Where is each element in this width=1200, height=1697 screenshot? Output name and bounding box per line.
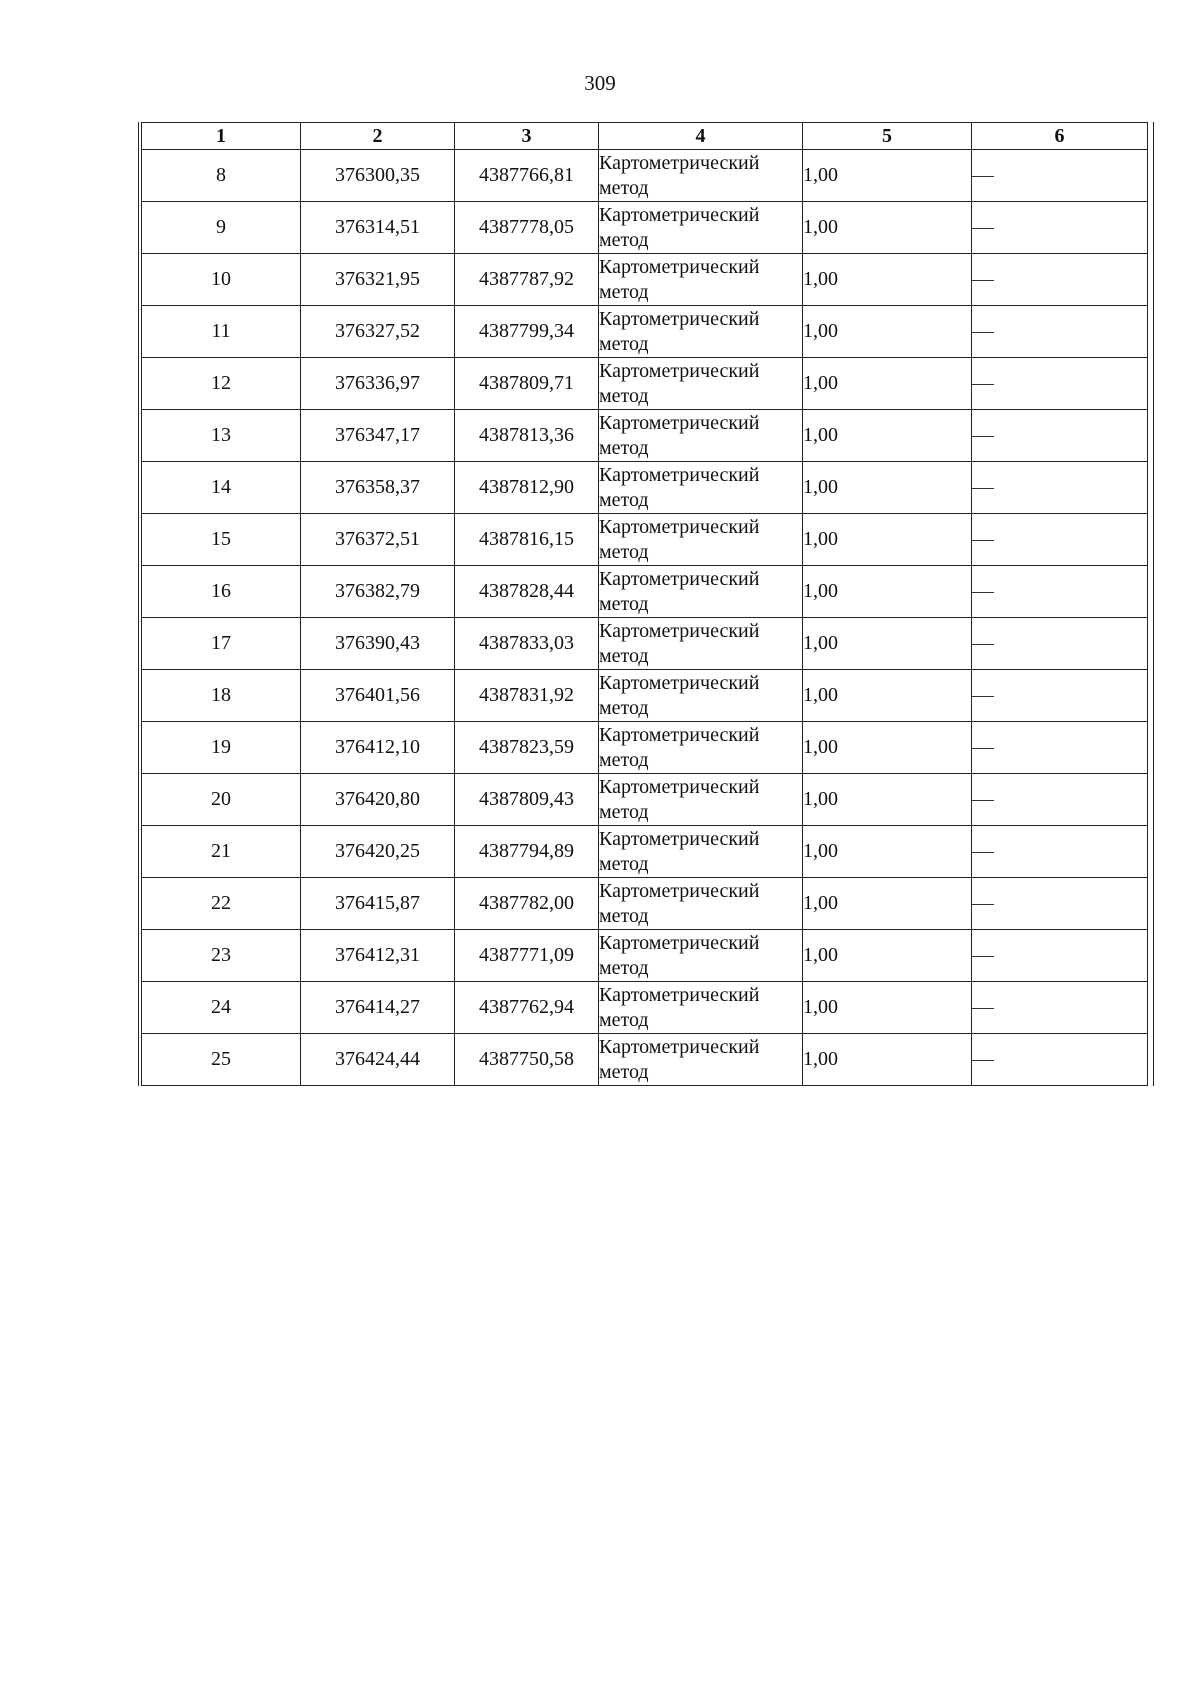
description-cell xyxy=(972,202,1148,254)
description-cell xyxy=(972,358,1148,410)
table-row xyxy=(142,150,1148,202)
table-row xyxy=(142,254,1148,306)
coordinate-x-cell: 376358,37 xyxy=(301,462,455,514)
method-line-2: метод xyxy=(599,228,649,251)
coordinate-y-cell: 4387750,58 xyxy=(455,1034,599,1086)
method-cell xyxy=(599,566,803,618)
method-line-2: метод xyxy=(599,384,649,407)
dash-mark xyxy=(972,644,994,645)
point-number-cell: 9 xyxy=(142,202,301,254)
table-row xyxy=(142,722,1148,774)
method-cell xyxy=(599,306,803,358)
accuracy-cell: 1,00 xyxy=(803,150,972,202)
method-cell xyxy=(599,254,803,306)
point-number-cell: 22 xyxy=(142,878,301,930)
coordinate-y-cell: 4387809,43 xyxy=(455,774,599,826)
point-number-cell: 19 xyxy=(142,722,301,774)
coordinate-y-cell: 4387799,34 xyxy=(455,306,599,358)
dash-mark xyxy=(972,956,994,957)
description-cell xyxy=(972,150,1148,202)
dash-mark xyxy=(972,904,994,905)
coordinate-y-cell: 4387816,15 xyxy=(455,514,599,566)
table-row xyxy=(142,930,1148,982)
table-row xyxy=(142,826,1148,878)
method-line-1: Картометрический xyxy=(599,255,760,278)
table-row xyxy=(142,878,1148,930)
dash-mark xyxy=(972,228,994,229)
method-line-1: Картометрический xyxy=(599,983,760,1006)
table-row xyxy=(142,306,1148,358)
point-number-cell: 17 xyxy=(142,618,301,670)
column-header-2: 2 xyxy=(301,123,455,150)
table-row xyxy=(142,566,1148,618)
table-row xyxy=(142,1034,1148,1086)
coordinate-x-cell: 376382,79 xyxy=(301,566,455,618)
accuracy-cell: 1,00 xyxy=(803,930,972,982)
method-line-2: метод xyxy=(599,852,649,875)
point-number-cell: 15 xyxy=(142,514,301,566)
coordinate-y-cell: 4387812,90 xyxy=(455,462,599,514)
method-line-2: метод xyxy=(599,748,649,771)
method-cell xyxy=(599,670,803,722)
dash-mark xyxy=(972,696,994,697)
coordinates-table-wrapper xyxy=(138,122,1154,1086)
accuracy-cell: 1,00 xyxy=(803,774,972,826)
description-cell xyxy=(972,306,1148,358)
method-line-2: метод xyxy=(599,540,649,563)
method-line-1: Картометрический xyxy=(599,411,760,434)
description-cell xyxy=(972,722,1148,774)
method-line-2: метод xyxy=(599,800,649,823)
coordinate-y-cell: 4387823,59 xyxy=(455,722,599,774)
method-line-2: метод xyxy=(599,332,649,355)
method-cell xyxy=(599,202,803,254)
method-line-2: метод xyxy=(599,696,649,719)
dash-mark xyxy=(972,176,994,177)
accuracy-cell: 1,00 xyxy=(803,202,972,254)
coordinate-y-cell: 4387833,03 xyxy=(455,618,599,670)
coordinate-y-cell: 4387787,92 xyxy=(455,254,599,306)
method-line-2: метод xyxy=(599,280,649,303)
description-cell xyxy=(972,982,1148,1034)
coordinate-y-cell: 4387771,09 xyxy=(455,930,599,982)
method-cell xyxy=(599,514,803,566)
method-line-1: Картометрический xyxy=(599,307,760,330)
point-number-cell: 24 xyxy=(142,982,301,1034)
description-cell xyxy=(972,878,1148,930)
point-number-cell: 18 xyxy=(142,670,301,722)
method-line-2: метод xyxy=(599,436,649,459)
accuracy-cell: 1,00 xyxy=(803,306,972,358)
method-line-2: метод xyxy=(599,644,649,667)
coordinate-x-cell: 376412,31 xyxy=(301,930,455,982)
dash-mark xyxy=(972,1008,994,1009)
method-line-1: Картометрический xyxy=(599,359,760,382)
table-row xyxy=(142,670,1148,722)
method-cell xyxy=(599,930,803,982)
description-cell xyxy=(972,1034,1148,1086)
method-line-1: Картометрический xyxy=(599,151,760,174)
coordinate-y-cell: 4387794,89 xyxy=(455,826,599,878)
table-row xyxy=(142,514,1148,566)
table-row xyxy=(142,410,1148,462)
table-body xyxy=(142,150,1148,1086)
method-line-1: Картометрический xyxy=(599,1035,760,1058)
method-line-1: Картометрический xyxy=(599,827,760,850)
coordinate-x-cell: 376415,87 xyxy=(301,878,455,930)
coordinate-x-cell: 376420,25 xyxy=(301,826,455,878)
dash-mark xyxy=(972,1060,994,1061)
column-header-1: 1 xyxy=(142,123,301,150)
coordinate-x-cell: 376372,51 xyxy=(301,514,455,566)
method-cell xyxy=(599,358,803,410)
column-header-6: 6 xyxy=(972,123,1148,150)
description-cell xyxy=(972,826,1148,878)
method-cell xyxy=(599,722,803,774)
description-cell xyxy=(972,462,1148,514)
point-number-cell: 13 xyxy=(142,410,301,462)
coordinate-y-cell: 4387762,94 xyxy=(455,982,599,1034)
coordinate-x-cell: 376347,17 xyxy=(301,410,455,462)
method-line-2: метод xyxy=(599,176,649,199)
coordinate-x-cell: 376401,56 xyxy=(301,670,455,722)
coordinate-y-cell: 4387766,81 xyxy=(455,150,599,202)
method-line-1: Картометрический xyxy=(599,515,760,538)
table-header-row xyxy=(142,123,1148,150)
dash-mark xyxy=(972,852,994,853)
coordinate-y-cell: 4387782,00 xyxy=(455,878,599,930)
dash-mark xyxy=(972,436,994,437)
point-number-cell: 14 xyxy=(142,462,301,514)
method-line-1: Картометрический xyxy=(599,671,760,694)
method-line-1: Картометрический xyxy=(599,931,760,954)
accuracy-cell: 1,00 xyxy=(803,1034,972,1086)
coordinate-x-cell: 376414,27 xyxy=(301,982,455,1034)
accuracy-cell: 1,00 xyxy=(803,878,972,930)
coordinate-x-cell: 376412,10 xyxy=(301,722,455,774)
description-cell xyxy=(972,410,1148,462)
point-number-cell: 23 xyxy=(142,930,301,982)
method-line-2: метод xyxy=(599,592,649,615)
method-line-1: Картометрический xyxy=(599,203,760,226)
method-line-1: Картометрический xyxy=(599,879,760,902)
description-cell xyxy=(972,930,1148,982)
table-row xyxy=(142,774,1148,826)
accuracy-cell: 1,00 xyxy=(803,826,972,878)
coordinate-x-cell: 376314,51 xyxy=(301,202,455,254)
method-cell xyxy=(599,618,803,670)
accuracy-cell: 1,00 xyxy=(803,618,972,670)
method-cell xyxy=(599,826,803,878)
coordinate-y-cell: 4387828,44 xyxy=(455,566,599,618)
method-cell xyxy=(599,150,803,202)
table-row xyxy=(142,202,1148,254)
method-line-1: Картометрический xyxy=(599,723,760,746)
dash-mark xyxy=(972,592,994,593)
page-number: 309 xyxy=(584,71,616,95)
method-cell xyxy=(599,462,803,514)
dash-mark xyxy=(972,280,994,281)
description-cell xyxy=(972,566,1148,618)
coordinate-x-cell: 376420,80 xyxy=(301,774,455,826)
method-line-2: метод xyxy=(599,1060,649,1083)
table-row xyxy=(142,982,1148,1034)
method-line-1: Картометрический xyxy=(599,463,760,486)
accuracy-cell: 1,00 xyxy=(803,670,972,722)
point-number-cell: 10 xyxy=(142,254,301,306)
coordinate-y-cell: 4387831,92 xyxy=(455,670,599,722)
table-row xyxy=(142,358,1148,410)
point-number-cell: 21 xyxy=(142,826,301,878)
coordinate-x-cell: 376321,95 xyxy=(301,254,455,306)
method-line-2: метод xyxy=(599,904,649,927)
point-number-cell: 25 xyxy=(142,1034,301,1086)
method-cell xyxy=(599,774,803,826)
point-number-cell: 20 xyxy=(142,774,301,826)
coordinate-x-cell: 376300,35 xyxy=(301,150,455,202)
method-cell xyxy=(599,982,803,1034)
method-line-2: метод xyxy=(599,1008,649,1031)
dash-mark xyxy=(972,384,994,385)
description-cell xyxy=(972,514,1148,566)
accuracy-cell: 1,00 xyxy=(803,462,972,514)
column-header-5: 5 xyxy=(803,123,972,150)
dash-mark xyxy=(972,488,994,489)
coordinate-y-cell: 4387778,05 xyxy=(455,202,599,254)
method-cell xyxy=(599,878,803,930)
accuracy-cell: 1,00 xyxy=(803,254,972,306)
method-line-1: Картометрический xyxy=(599,775,760,798)
method-line-2: метод xyxy=(599,488,649,511)
dash-mark xyxy=(972,748,994,749)
point-number-cell: 16 xyxy=(142,566,301,618)
table-row xyxy=(142,618,1148,670)
method-line-2: метод xyxy=(599,956,649,979)
accuracy-cell: 1,00 xyxy=(803,982,972,1034)
column-header-4: 4 xyxy=(599,123,803,150)
description-cell xyxy=(972,670,1148,722)
point-number-cell: 8 xyxy=(142,150,301,202)
table-row xyxy=(142,462,1148,514)
dash-mark xyxy=(972,800,994,801)
coordinate-y-cell: 4387809,71 xyxy=(455,358,599,410)
dash-mark xyxy=(972,332,994,333)
point-number-cell: 12 xyxy=(142,358,301,410)
point-number-cell: 11 xyxy=(142,306,301,358)
accuracy-cell: 1,00 xyxy=(803,358,972,410)
dash-mark xyxy=(972,540,994,541)
accuracy-cell: 1,00 xyxy=(803,566,972,618)
method-line-1: Картометрический xyxy=(599,619,760,642)
accuracy-cell: 1,00 xyxy=(803,514,972,566)
description-cell xyxy=(972,618,1148,670)
method-cell xyxy=(599,410,803,462)
description-cell xyxy=(972,774,1148,826)
coordinate-x-cell: 376327,52 xyxy=(301,306,455,358)
coordinate-x-cell: 376424,44 xyxy=(301,1034,455,1086)
method-line-1: Картометрический xyxy=(599,567,760,590)
method-cell xyxy=(599,1034,803,1086)
coordinate-x-cell: 376390,43 xyxy=(301,618,455,670)
description-cell xyxy=(972,254,1148,306)
column-header-3: 3 xyxy=(455,123,599,150)
coordinate-y-cell: 4387813,36 xyxy=(455,410,599,462)
accuracy-cell: 1,00 xyxy=(803,410,972,462)
coordinate-x-cell: 376336,97 xyxy=(301,358,455,410)
coordinates-table xyxy=(141,122,1148,1086)
accuracy-cell: 1,00 xyxy=(803,722,972,774)
